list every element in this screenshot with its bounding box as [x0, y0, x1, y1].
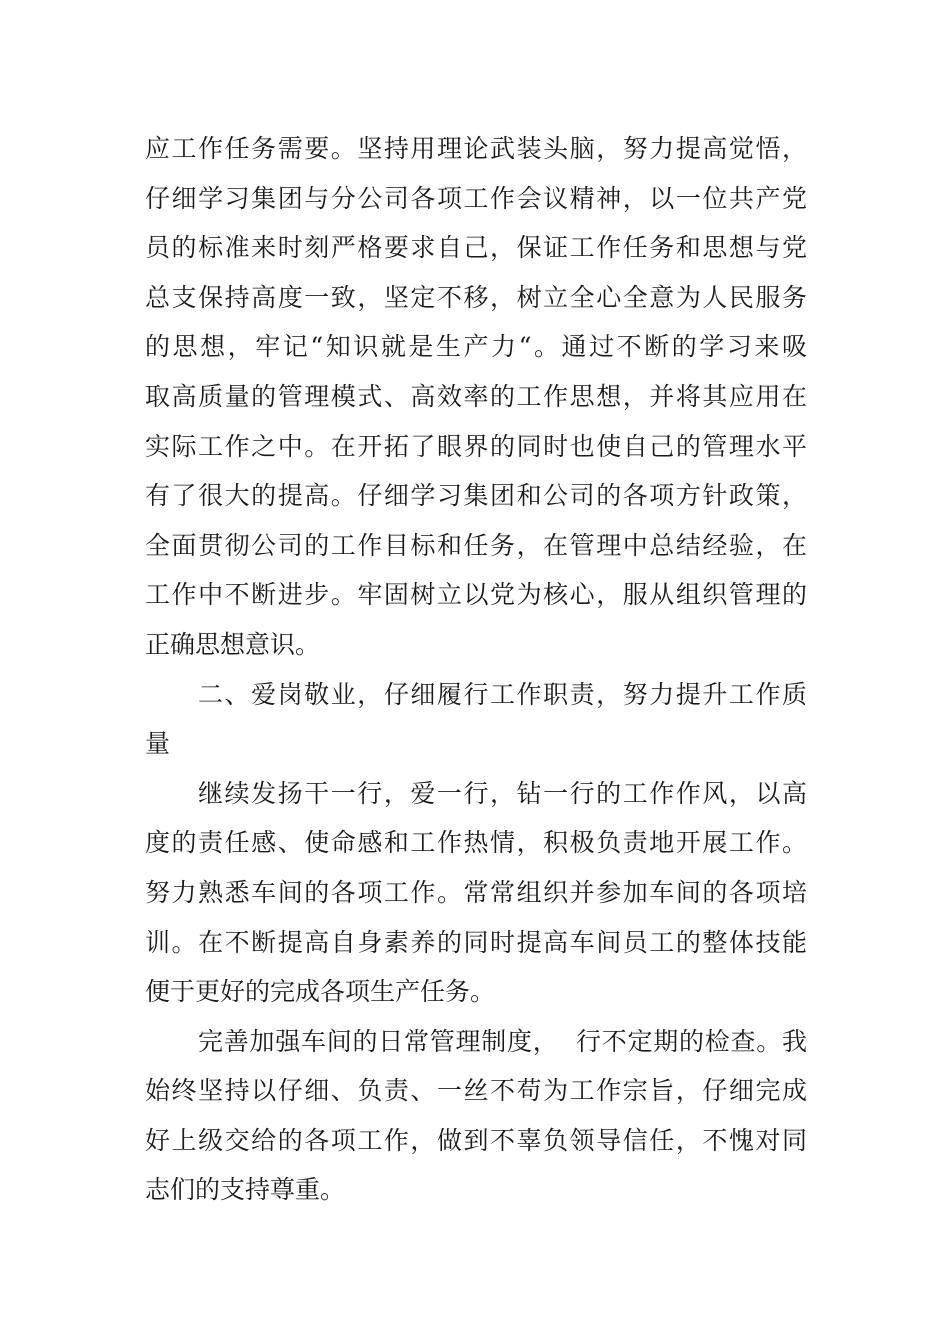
text-line: 努力熟悉车间的各项工作。常常组织并参加车间的各项培 — [145, 877, 807, 907]
text-line: 志们的支持尊重。 — [145, 1175, 346, 1205]
text-line: 全面贯彻公司的工作目标和任务，在管理中总结经验，在 — [145, 530, 807, 560]
text-line: 度的责任感、使命感和工作热情，积极负责地开展工作。 — [145, 828, 807, 858]
text-line: 工作中不断进步。牢固树立以党为核心，服从组织管理的 — [145, 580, 807, 610]
text-line: 员的标准来时刻严格要求自己，保证工作任务和思想与党 — [145, 233, 807, 263]
text-line: 仔细学习集团与分公司各项工作会议精神，以一位共产党 — [145, 183, 807, 213]
body-text — [145, 124, 807, 1215]
section-heading: 二、爱岗敬业，仔细履行工作职责，努力提升工作质 — [198, 679, 807, 709]
text-line: 有了很大的提高。仔细学习集团和公司的各项方针政策， — [145, 481, 807, 511]
text-line: 正确思想意识。 — [145, 629, 321, 659]
text-line: 总支保持高度一致，坚定不移，树立全心全意为人民服务 — [145, 282, 807, 312]
text-line: 始终坚持以仔细、负责、一丝不苟为工作宗旨，仔细完成 — [145, 1076, 807, 1106]
text-line: 取高质量的管理模式、高效率的工作思想，并将其应用在 — [145, 381, 807, 411]
text-line: 实际工作之中。在开拓了眼界的同时也使自己的管理水平 — [145, 431, 807, 461]
text-line: 便于更好的完成各项生产任务。 — [145, 977, 496, 1007]
text-line: 的思想，牢记“知识就是生产力“。通过不断的学习来吸 — [145, 332, 807, 362]
text-line: 继续发扬干一行，爱一行，钻一行的工作作风，以高 — [198, 778, 807, 808]
text-line: 好上级交给的各项工作，做到不辜负领导信任，不愧对同 — [145, 1125, 807, 1155]
section-heading-continued: 量 — [145, 729, 171, 759]
text-line: 完善加强车间的日常管理制度， 行不定期的检查。我 — [198, 1026, 807, 1056]
text-line: 训。在不断提高自身素养的同时提高车间员工的整体技能 — [145, 927, 807, 957]
text-line: 应工作任务需要。坚持用理论武装头脑，努力提高觉悟， — [145, 134, 807, 163]
